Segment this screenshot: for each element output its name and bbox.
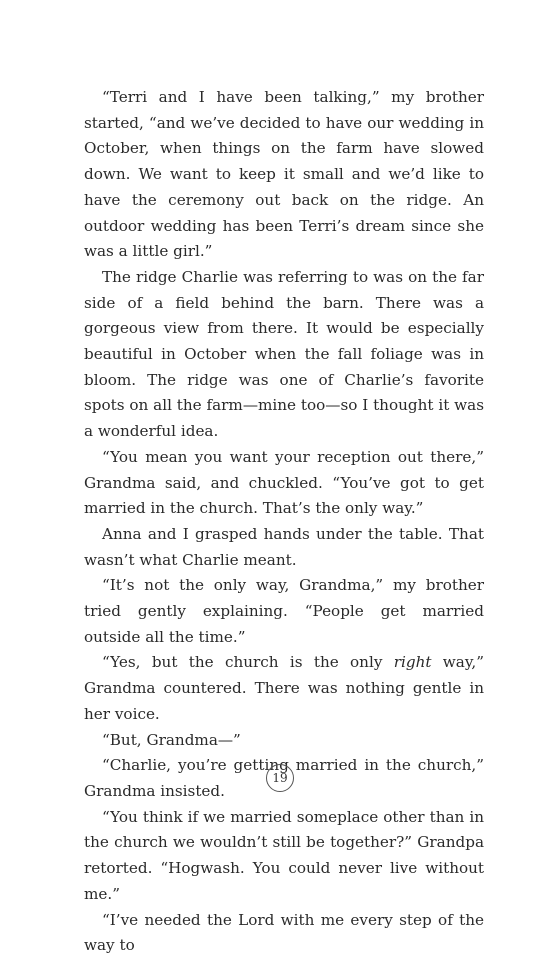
page-number: 19 — [272, 771, 288, 785]
paragraph: “But, Grandma—” — [102, 730, 241, 749]
emphasized-word: right — [393, 653, 432, 672]
paragraph: “You think if we married someplace other than in the church we wouldn’t still be together?” Grandpa retorted. “Hogwash. You could never live without me.” — [84, 807, 484, 903]
paragraph — [84, 650, 484, 727]
paragraph: “You mean you want your reception out there,” Grandma said, and chuckled. “You’ve got to get married in the church. That’s the only way.” — [84, 447, 484, 518]
paragraph: “Terri and I have been talking,” my brother started, “and we’ve decided to have our wedding in October, when things on the farm have slowed down. We want to keep it small and we’d like to have the ceremony out back on the ridge. An outdoor wedding has been Terri’s dream since she was a little girl.” — [84, 88, 484, 261]
paragraph: “Charlie, you’re getting married in the church,” Grandma insisted. — [84, 756, 484, 800]
paragraph-text: way,” Grandma countered. There was nothing gentle in her voice. — [84, 653, 484, 723]
paragraph: “It’s not the only way, Grandma,” my brother tried gently explaining. “People get married outside all the time.” — [84, 576, 484, 646]
page-number-badge — [266, 764, 294, 792]
paragraph: Anna and I grasped hands under the table. That wasn’t what Charlie meant. — [84, 524, 484, 569]
body-text — [84, 85, 484, 959]
paragraph: “I’ve needed the Lord with me every step of the way to — [84, 910, 484, 955]
paragraph: The ridge Charlie was referring to was on the far side of a field behind the barn. There was a gorgeous view from there. It would be especially beautiful in October when the fall foliage was in bloom. The ridge was one of Charlie’s favorite spots on all the farm—mine too—so I thought it was a wonderful idea. — [84, 267, 484, 441]
paragraph-text: “Yes, but the church is the only — [102, 653, 394, 672]
